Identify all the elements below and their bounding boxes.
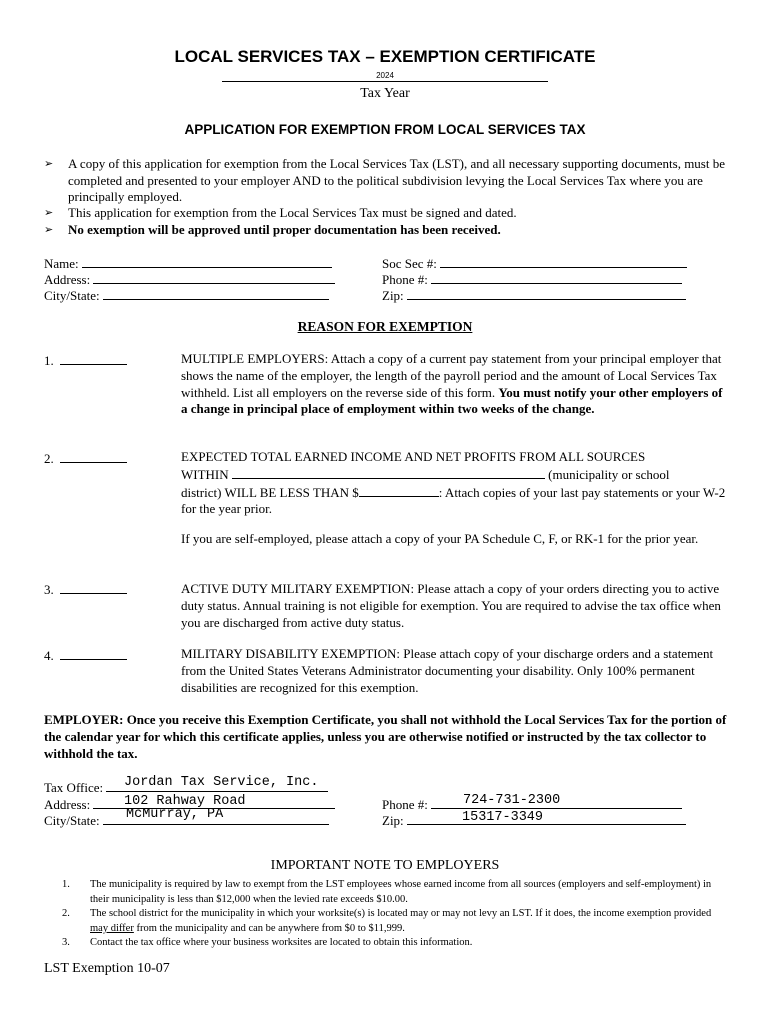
reason-3-check[interactable]: 3. [44,581,127,598]
instruction-bullet-1: ➢ A copy of this application for exemption from the Local Services Tax (LST), and all necessary supporting documents, must be completed and presented to your employer AND to the political subdivision levying the Local Services Tax where you are principally employed. [44,156,725,204]
office-zip-label: Zip: [382,813,404,828]
name-field[interactable] [82,255,332,268]
reason-4-check[interactable]: 4. [44,647,127,664]
city-state-row [44,287,329,304]
note-item-1: 1. The municipality is required by law to exempt from the LST employees whose earned income from all sources (employers and self-employment) in their municipality is less than $12,000 when the levied rate exceeds $10.00. [62,879,712,905]
employer-notice: EMPLOYER: Once you receive this Exemption Certificate, you shall not withhold the Local Services Tax for the portion of the calendar year for which this certificate applies, unless you are otherwise notified or instructed by the tax collector to withhold the tax. [44,712,727,761]
form-footer: LST Exemption 10-07 [44,961,170,976]
phone-field[interactable] [431,271,682,284]
office-address-label: Address: [44,797,91,812]
zip-row [382,287,686,304]
ssn-field[interactable] [440,255,687,268]
reason-1-blank[interactable] [60,352,127,365]
address-row [44,271,335,288]
reason-4-blank[interactable] [60,647,127,660]
income-amount-field[interactable] [359,484,439,497]
tax-office-label: Tax Office: [44,780,104,795]
city-state-label: City/State: [44,288,100,303]
address-label: Address: [44,272,91,287]
reason-2-text: EXPECTED TOTAL EARNED INCOME AND NET PROFITS FROM ALL SOURCES WITHIN (municipality or school district) WILL BE LESS THAN $ : Attach copies of your last pay statements or your W-2 for the year prior. [181,449,726,517]
office-city-value: McMurray, PA [126,807,224,822]
name-label: Name: [44,256,79,271]
form-title: LOCAL SERVICES TAX – EXEMPTION CERTIFICATE [174,47,596,66]
office-city-label: City/State: [44,813,100,828]
arrow-bullet-icon: ➢ [44,223,54,236]
phone-row [382,271,682,288]
note-item-3: 3. Contact the tax office where your business worksites are located to obtain this information. [62,937,473,948]
tax-office-value: Jordan Tax Service, Inc. [124,775,319,790]
office-zip-value: 15317-3349 [462,810,544,825]
tax-year-field[interactable] [222,81,548,82]
arrow-bullet-icon: ➢ [44,157,54,170]
reason-3-blank[interactable] [60,581,127,594]
instruction-bullet-2: ➢ This application for exemption from the Local Services Tax must be signed and dated. [44,205,517,220]
city-state-field[interactable] [103,287,329,300]
reason-1-text: MULTIPLE EMPLOYERS: Attach a copy of a current pay statement from your principal employer that shows the name of the employer, the length of the payroll period and the amount of Local Services Tax withheld. List all employers on the reverse side of this form. You must notify your other employers of a change in principal place of employment within two weeks of the change. [181,351,723,417]
reason-1-check[interactable]: 1. [44,352,127,369]
employer-note-heading: IMPORTANT NOTE TO EMPLOYERS [270,858,500,873]
arrow-bullet-icon: ➢ [44,206,54,219]
name-row [44,255,332,272]
phone-label: Phone #: [382,272,428,287]
reasons-heading: REASON FOR EXEMPTION [297,319,473,334]
municipality-field[interactable] [232,466,545,479]
ssn-row [382,255,687,272]
office-address-value: 102 Rahway Road [124,794,246,809]
tax-year-label: Tax Year [360,86,410,101]
ssn-label: Soc Sec #: [382,256,437,271]
reason-2-blank[interactable] [60,450,127,463]
reason-2-check[interactable]: 2. [44,450,127,467]
office-phone-label: Phone #: [382,797,428,812]
note-item-2: 2. The school district for the municipality in which your worksite(s) is located may or may not levy an LST. If it does, the income exemption provided may differ from the municipality and can be anywhere from $0 to $11,999. [62,908,712,934]
instruction-bullet-3: ➢ No exemption will be approved until proper documentation has been received. [44,222,501,237]
reason-4-text: MILITARY DISABILITY EXEMPTION: Please attach copy of your discharge orders and a statement from the United States Veterans Administrator documenting your disability. Only 100% permanent disabilities are recognized for this exemption. [181,646,714,695]
office-zip-field[interactable] [407,810,686,825]
tax-year-value: 2024 [376,71,394,80]
address-field[interactable] [93,271,335,284]
form-subtitle: APPLICATION FOR EXEMPTION FROM LOCAL SERVICES TAX [184,122,586,137]
zip-label: Zip: [382,288,404,303]
office-phone-value: 724-731-2300 [463,793,561,808]
self-employed-note: If you are self-employed, please attach a copy of your PA Schedule C, F, or RK-1 for the prior year. [181,531,699,546]
zip-field[interactable] [407,287,686,300]
reason-3-text: ACTIVE DUTY MILITARY EXEMPTION: Please attach a copy of your orders directing you to active duty status. Annual training is not eligible for exemption. You are required to advise the tax office when you are discharged from active duty status. [181,581,721,630]
